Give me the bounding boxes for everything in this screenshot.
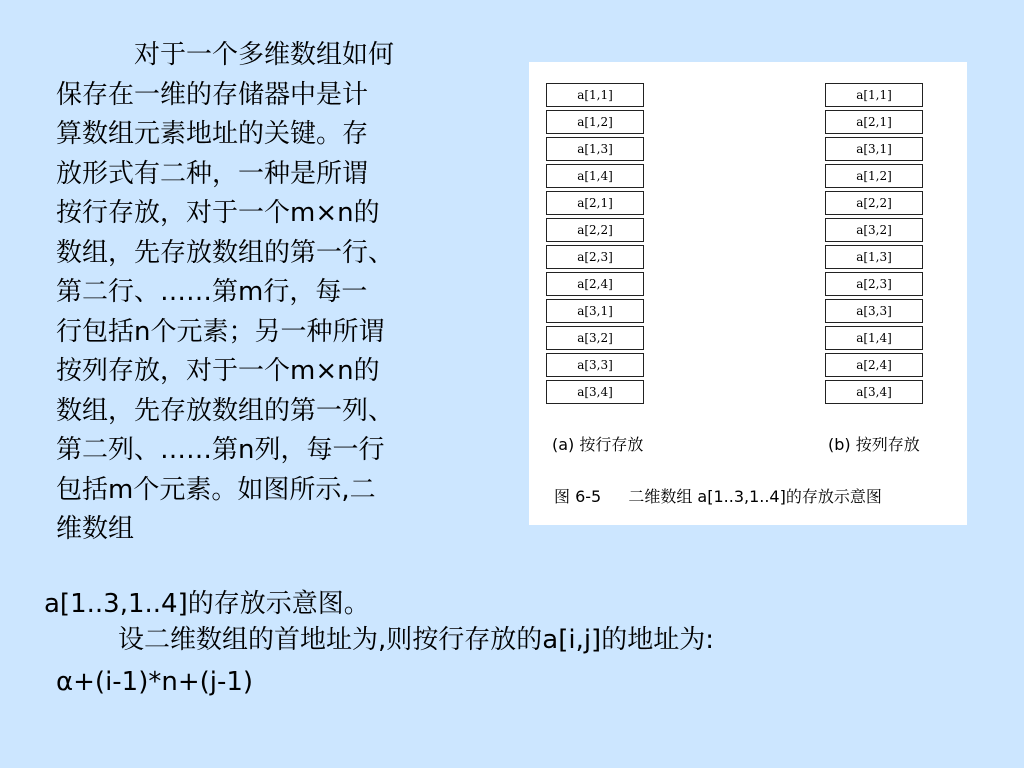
paragraph-line: 数组，先存放数组的第一行、 (56, 237, 395, 268)
array-cell: a[3,1] (546, 299, 644, 323)
array-cell: a[3,4] (825, 380, 923, 404)
array-cell: a[1,3] (825, 245, 923, 269)
paragraph-line: 包括m个元素。如图所示,二 (56, 474, 376, 505)
caption-sentence: a[1..3,1..4]的存放示意图。 (44, 589, 370, 619)
array-cell: a[2,4] (546, 272, 644, 296)
array-cell: a[1,2] (546, 110, 644, 134)
array-cell: a[2,4] (825, 353, 923, 377)
paragraph-line: 第二列、……第n列，每一行 (56, 435, 385, 465)
array-cell: a[1,2] (825, 164, 923, 188)
array-cell: a[1,3] (546, 137, 644, 161)
col-major-column (825, 83, 923, 407)
address-formula: α+(i-1)*n+(j-1) (56, 667, 254, 697)
paragraph-line: 算数组元素地址的关键。存 (56, 119, 369, 149)
array-cell: a[2,1] (825, 110, 923, 134)
paragraph-line: 对于一个多维数组如何 (134, 40, 395, 70)
array-cell: a[2,2] (546, 218, 644, 242)
paragraph-line: 按列存放，对于一个m×n的 (56, 356, 380, 386)
storage-diagram (529, 62, 967, 525)
row-major-column (546, 83, 644, 407)
array-cell: a[2,3] (546, 245, 644, 269)
paragraph-line: 第二行、……第m行，每一 (56, 277, 368, 307)
paragraph-line: 行包括n个元素；另一种所谓 (56, 316, 385, 347)
array-cell: a[1,1] (546, 83, 644, 107)
paragraph-line: 维数组 (56, 514, 135, 544)
array-cell: a[3,2] (546, 326, 644, 350)
array-cell: a[3,1] (825, 137, 923, 161)
array-cell: a[3,4] (546, 380, 644, 404)
address-sentence: 设二维数组的首地址为,则按行存放的a[i,j]的地址为: (118, 625, 714, 655)
paragraph-line: 放形式有二种，一种是所谓 (56, 158, 369, 189)
array-cell: a[3,2] (825, 218, 923, 242)
caption-col-major: (b) 按列存放 (828, 435, 920, 454)
paragraph-line: 按行存放，对于一个m×n的 (56, 198, 380, 228)
figure-number: 图 6-5 (554, 487, 602, 506)
array-cell: a[3,3] (825, 299, 923, 323)
array-cell: a[1,4] (825, 326, 923, 350)
main-paragraph (56, 36, 486, 550)
figure-title (554, 484, 882, 507)
figure-title-text: 二维数组 a[1..3,1..4]的存放示意图 (628, 487, 882, 506)
array-cell: a[1,1] (825, 83, 923, 107)
paragraph-line: 数组，先存放数组的第一列、 (56, 395, 395, 426)
array-cell: a[2,3] (825, 272, 923, 296)
array-cell: a[2,2] (825, 191, 923, 215)
caption-row-major: (a) 按行存放 (552, 435, 644, 454)
array-cell: a[3,3] (546, 353, 644, 377)
paragraph-line: 保存在一维的存储器中是计 (56, 79, 369, 110)
array-cell: a[1,4] (546, 164, 644, 188)
array-cell: a[2,1] (546, 191, 644, 215)
